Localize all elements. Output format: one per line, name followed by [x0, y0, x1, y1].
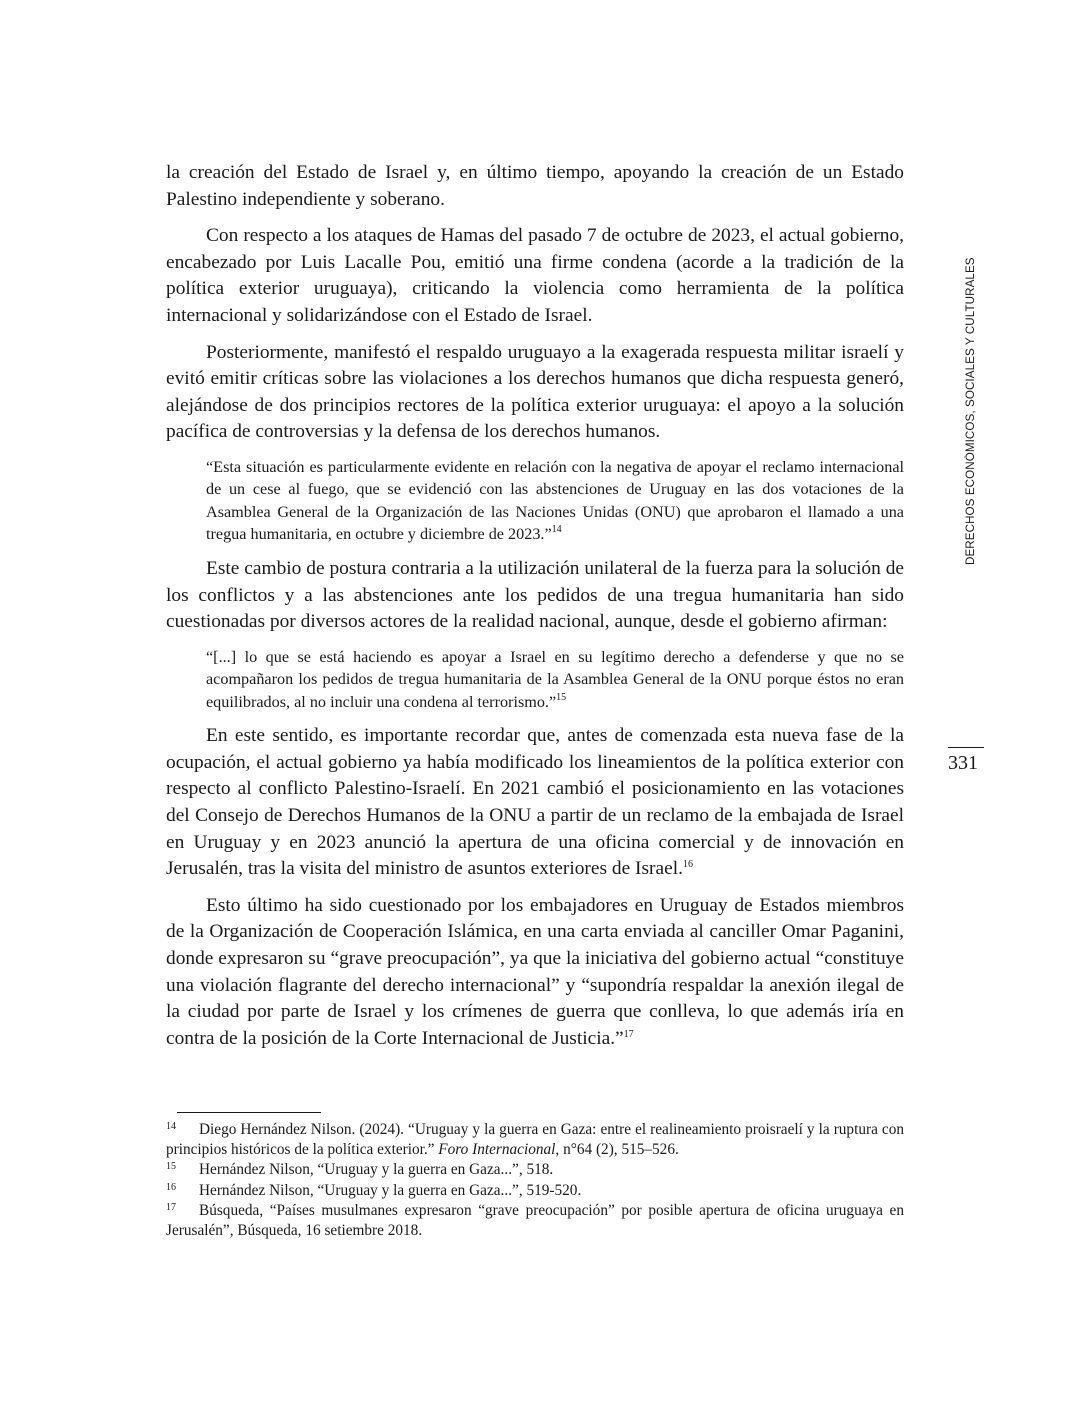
footnotes	[166, 1120, 904, 1241]
body-text	[166, 160, 904, 1062]
paragraph	[166, 160, 904, 213]
block-quote	[206, 646, 904, 714]
quote-text: “[...] lo que se está haciendo es apoyar a Israel en su legítimo derecho a defenderse y que no se acompañaron los pedidos de tregua humanitaria de la Asamblea General de la ONU porque éstos no eran equilibrados, al no incluir una condena al terrorismo.”	[206, 647, 904, 711]
paragraph-text: la creación del Estado de Israel y, en último tiempo, apoyando la creación de un Estado Palestino independiente y soberano.	[166, 162, 904, 210]
page-number-rule	[948, 747, 984, 748]
footnote-journal-title: Foro Internacional	[438, 1141, 556, 1159]
paragraph	[166, 556, 904, 636]
footnote: 15 Hernández Nilson, “Uruguay y la guerra en Gaza...”, 518.	[166, 1161, 554, 1179]
footnote-divider	[177, 1112, 321, 1113]
footnote: 16 Hernández Nilson, “Uruguay y la guerra en Gaza...”, 519-520.	[166, 1181, 582, 1199]
footnote-reference[interactable]: 15	[556, 691, 567, 703]
block-quote	[206, 456, 904, 546]
running-head: DERECHOS ECONÓMICOS, SOCIALES Y CULTURALES	[964, 257, 977, 565]
footnote-text: , n°64 (2), 515–526.	[555, 1141, 679, 1159]
page-number: 331	[948, 752, 978, 774]
paragraph	[166, 893, 904, 1053]
footnote-reference[interactable]: 17	[623, 1028, 634, 1040]
quote-text: “Esta situación es particularmente evidente en relación con la negativa de apoyar el reclamo internacional de un cese al fuego, que se evidenció con las abstenciones de Uruguay en las dos votaciones de la Asamblea General de la Organización de las Naciones Unidas (ONU) que aprobaron el llamado a una tregua humanitaria, en octubre y diciembre de 2023.”	[206, 457, 904, 544]
paragraph-text: Con respecto a los ataques de Hamas del pasado 7 de octubre de 2023, el actual gobierno, encabezado por Luis Lacalle Pou, emitió una firme condena (acorde a la tradición de la política exterior uruguaya), criticando la violencia como herramienta de la política internacional y solidarizándose con el Estado de Israel.	[166, 225, 904, 326]
paragraph	[166, 223, 904, 329]
paragraph-text: En este sentido, es importante recordar que, antes de comenzada esta nueva fase de la ocupación, el actual gobierno ya había modificado los lineamientos de la política exterior con respecto al conflicto Palestino-Israelí. En 2021 cambió el posicionamiento en las votaciones del Consejo de Derechos Humanos de la ONU a partir de un reclamo de la embajada de Israel en Uruguay y en 2023 anunció la apertura de una oficina comercial y de innovación en Jerusalén, tras la visita del ministro de asuntos exteriores de Israel.	[166, 725, 904, 880]
footnote-text: Búsqueda, “Países musulmanes expresaron “grave preocupación” por posible apertura de oficina uruguaya en Jerusalén”, Búsqueda, 16 setiembre 2018.	[166, 1201, 904, 1240]
paragraph-text: Posteriormente, manifestó el respaldo uruguayo a la exagerada respuesta militar israelí y evitó emitir críticas sobre las violaciones a los derechos humanos que dicha respuesta generó, alejándose de dos principios rectores de la política exterior uruguaya: el apoyo a la solución pacífica de controversias y la defensa de los derechos humanos.	[166, 341, 904, 443]
paragraph-text: Este cambio de postura contraria a la utilización unilateral de la fuerza para la solución de los conflictos y a las abstenciones ante los pedidos de una tregua humanitaria han sido cuestionadas por diversos actores de la realidad nacional, aunque, desde el gobierno afirman:	[166, 557, 904, 633]
footnote: 17 Búsqueda, “Países musulmanes expresaron “grave preocupación” por posible apertura de oficina uruguaya en Jerusalén”, Búsqueda, 16 setiembre 2018.	[166, 1201, 904, 1240]
footnote-text: Hernández Nilson, “Uruguay y la guerra en Gaza...”, 518.	[199, 1161, 554, 1179]
footnote-reference[interactable]: 14	[551, 524, 562, 536]
paragraph-text: Esto último ha sido cuestionado por los embajadores en Uruguay de Estados miembros de la Organización de Cooperación Islámica, en una carta enviada al canciller Omar Paganini, donde expresaron su “grave preocupación”, ya que la iniciativa del gobierno actual “constituye una violación flagrante del derecho internacional” y “supondría respaldar la anexión ilegal de la ciudad por parte de Israel y los crímenes de guerra que conlleva, lo que además iría en contra de la posición de la Corte Internacional de Justicia.”	[166, 894, 904, 1049]
footnote-text: Diego Hernández Nilson. (2024). “Uruguay y la guerra en Gaza: entre el realineamiento proisraelí y la ruptura con principios históricos de la política exterior.”	[166, 1121, 904, 1159]
footnote: 14 Diego Hernández Nilson. (2024). “Uruguay y la guerra en Gaza: entre el realineamiento proisraelí y la ruptura con principios históricos de la política exterior.” Foro Internacional, n°64 (2), 515–526.	[166, 1121, 904, 1159]
footnote-text: Hernández Nilson, “Uruguay y la guerra en Gaza...”, 519-520.	[199, 1181, 582, 1199]
footnote-reference[interactable]: 16	[682, 859, 693, 871]
paragraph	[166, 723, 904, 883]
paragraph	[166, 340, 904, 446]
